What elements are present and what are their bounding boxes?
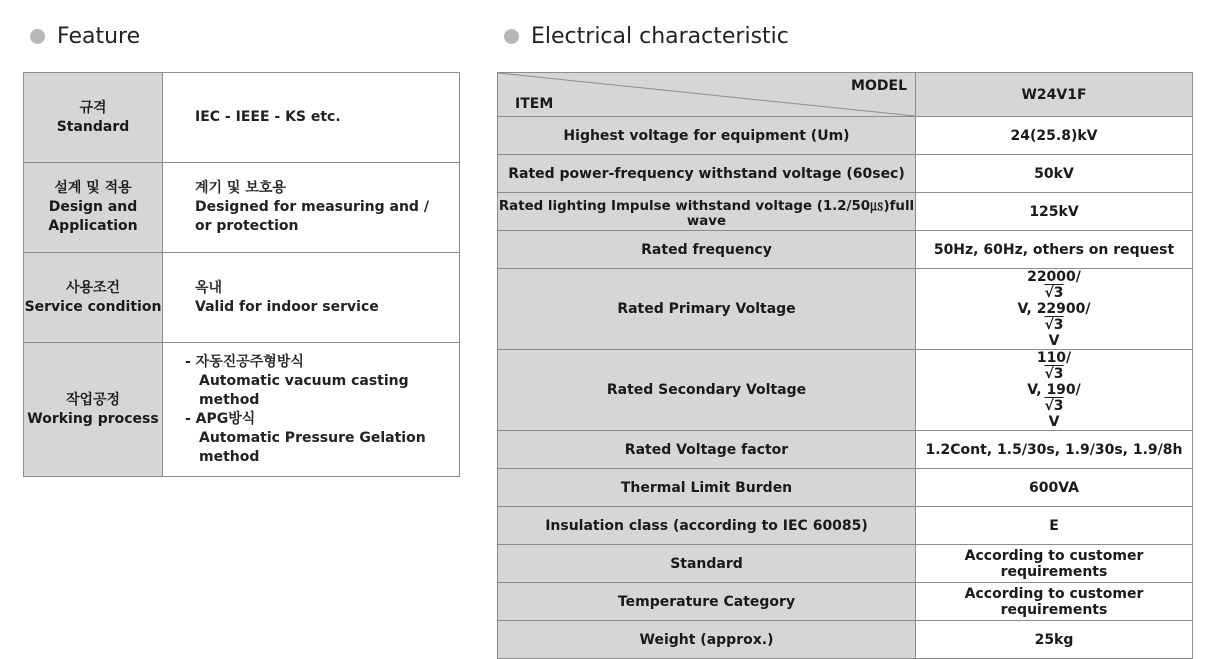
feature-label: [24, 343, 163, 477]
header-item-label: ITEM: [515, 96, 554, 112]
header-model-label: MODEL: [851, 78, 907, 94]
table-row: [498, 545, 1193, 583]
process-2-en: Automatic Pressure Gelation method: [199, 429, 426, 465]
feature-row-design: [24, 163, 460, 253]
value-cell: 24(25.8)kV: [916, 117, 1193, 155]
item-cell: Insulation class (according to IEC 60085): [498, 507, 916, 545]
value-cell: 125kV: [916, 193, 1193, 231]
table-row: [498, 231, 1193, 269]
label-en: Design and: [48, 199, 138, 215]
bullet-dot-icon: [30, 29, 45, 44]
label-ko: 규격: [79, 99, 107, 116]
table-row: [498, 469, 1193, 507]
table-row: [498, 193, 1193, 231]
value-ko: 계기 및 보호용: [195, 180, 286, 196]
value-en: Designed for measuring and /: [195, 199, 429, 215]
item-cell: Weight (approx.): [498, 621, 916, 659]
feature-row-service: [24, 253, 460, 343]
feature-value: [163, 253, 460, 343]
label-ko: 작업공정: [65, 391, 121, 408]
item-cell: Standard: [498, 545, 916, 583]
electrical-header-row: [498, 73, 1193, 117]
value-cell: 50kV: [916, 155, 1193, 193]
feature-row-standard: [24, 73, 460, 163]
table-row: [498, 155, 1193, 193]
value-part: V: [1048, 333, 1060, 349]
value-cell: [916, 350, 1193, 431]
feature-value: [163, 73, 460, 163]
header-diagonal-cell: [498, 73, 916, 117]
label-en: Standard: [56, 118, 130, 135]
electrical-heading-text: Electrical characteristic: [531, 24, 789, 49]
label-ko: 설계 및 적용: [54, 180, 132, 196]
item-cell: Rated Primary Voltage: [498, 269, 916, 350]
item-cell: Temperature Category: [498, 583, 916, 621]
feature-label: [24, 163, 163, 253]
value-text: IEC - IEEE - KS etc.: [195, 109, 341, 125]
label-en: Service condition: [24, 298, 162, 315]
value-part: V, 22900/: [1017, 301, 1091, 317]
value-part: 110/: [1036, 350, 1072, 366]
process-1-ko: - 자동진공주형방식: [185, 353, 304, 370]
feature-value: [163, 343, 460, 477]
model-name-cell: W24V1F: [916, 73, 1193, 117]
process-2-ko: - APG방식: [185, 410, 256, 427]
value-cell: 1.2Cont, 1.5/30s, 1.9/30s, 1.9/8h: [916, 431, 1193, 469]
table-row: [498, 583, 1193, 621]
feature-label: [24, 73, 163, 163]
feature-heading: [30, 24, 140, 49]
value-cell: [916, 269, 1193, 350]
electrical-heading: [504, 24, 789, 49]
table-row: [498, 350, 1193, 431]
table-row: [498, 431, 1193, 469]
value-part: V: [1048, 414, 1060, 430]
item-cell: Highest voltage for equipment (Um): [498, 117, 916, 155]
sqrt-symbol: √3: [1044, 366, 1064, 382]
item-cell: Rated Voltage factor: [498, 431, 916, 469]
item-cell: Thermal Limit Burden: [498, 469, 916, 507]
value-cell: 600VA: [916, 469, 1193, 507]
value-en: or protection: [195, 218, 299, 234]
value-cell: According to customer requirements: [916, 583, 1193, 621]
feature-value: [163, 163, 460, 253]
item-cell: Rated power-frequency withstand voltage (60sec): [498, 155, 916, 193]
value-cell: E: [916, 507, 1193, 545]
table-row: [498, 117, 1193, 155]
label-en: Working process: [27, 410, 159, 427]
item-cell: Rated frequency: [498, 231, 916, 269]
table-row: [498, 269, 1193, 350]
feature-row-process: [24, 343, 460, 477]
value-part: V, 190/: [1027, 382, 1081, 398]
feature-heading-text: Feature: [57, 24, 141, 49]
feature-label: [24, 253, 163, 343]
table-row: [498, 621, 1193, 659]
value-cell: 50Hz, 60Hz, others on request: [916, 231, 1193, 269]
sqrt-symbol: √3: [1044, 398, 1064, 414]
value-en: Valid for indoor service: [195, 298, 379, 315]
sqrt-symbol: √3: [1044, 317, 1064, 333]
sqrt-symbol: √3: [1044, 285, 1064, 301]
value-part: 22000/: [1027, 269, 1081, 285]
bullet-dot-icon: [504, 29, 519, 44]
electrical-table: [497, 72, 1193, 659]
value-cell: 25kg: [916, 621, 1193, 659]
process-1-en: Automatic vacuum casting method: [199, 372, 409, 408]
table-row: [498, 507, 1193, 545]
value-cell: According to customer requirements: [916, 545, 1193, 583]
item-cell: Rated lighting Impulse withstand voltage (1.2/50㎲)full wave: [498, 193, 916, 231]
label-en: Application: [48, 218, 138, 234]
feature-table: [23, 72, 460, 477]
label-ko: 사용조건: [65, 279, 121, 296]
value-ko: 옥내: [195, 279, 223, 296]
item-cell: Rated Secondary Voltage: [498, 350, 916, 431]
